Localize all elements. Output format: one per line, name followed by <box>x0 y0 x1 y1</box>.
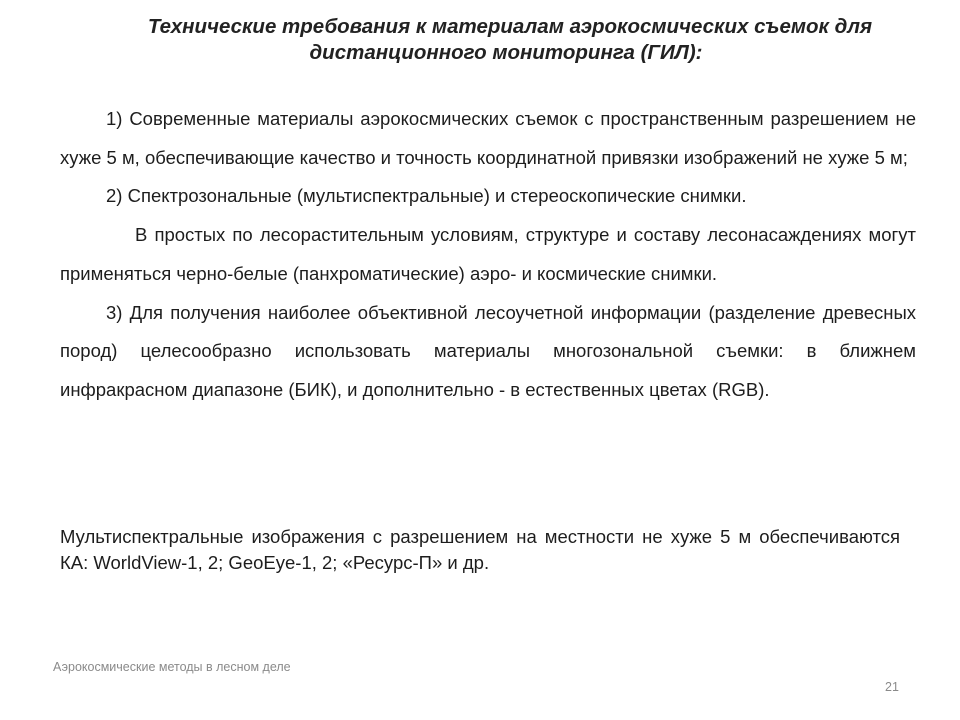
footer-caption: Аэрокосмические методы в лесном деле <box>53 660 291 674</box>
page-number: 21 <box>885 680 899 694</box>
slide-title-line-1: Технические требования к материалам аэрокосмических съемок для <box>147 15 873 38</box>
closing-text: Мультиспектральные изображения с разрешением на местности не хуже 5 м обеспечиваются КА: WorldView-1, 2; GeoEye-1, 2; «Ресурс-П» и др. <box>60 526 900 573</box>
requirement-paragraph-1: 1) Современные материалы аэрокосмических съемок с пространственным разрешением не хуже 5 м, обеспечивающие качество и точность координатной привязки изображений не хуже 5 м; <box>60 108 916 168</box>
requirement-paragraph-note: В простых по лесорастительным условиям, структуре и составу лесонасаждениях могут применяться черно-белые (панхроматические) аэро- и космические снимки. <box>60 224 916 284</box>
slide-title-line-2: дистанционного мониторинга (ГИЛ): <box>309 41 703 64</box>
slide-title <box>60 14 960 66</box>
requirements-list <box>60 100 916 410</box>
requirement-paragraph-2: 2) Спектрозональные (мультиспектральные) и стереоскопические снимки. <box>106 185 747 207</box>
requirement-paragraph-3: 3) Для получения наиболее объективной лесоучетной информации (разделение древесных пород) целесообразно использовать материалы многозональной съемки: в ближнем инфракрасном диапазоне (БИК), и дополнительно - в естественных цветах (RGB). <box>60 301 916 400</box>
